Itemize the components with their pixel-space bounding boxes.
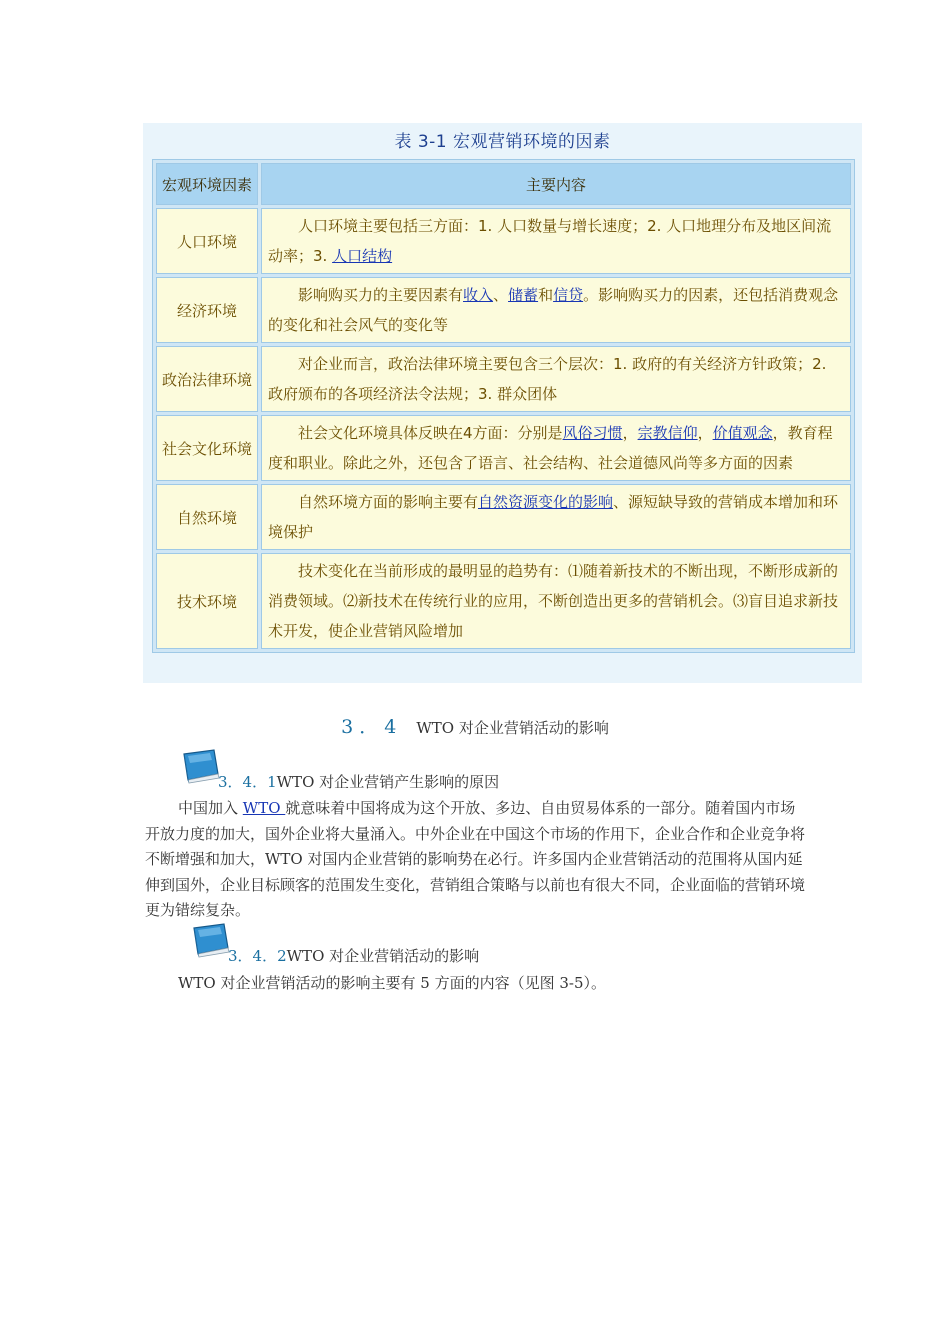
factor-cell: 社会文化环境 [156,415,258,481]
table-title: 表 3-1 宏观营销环境的因素 [394,132,611,152]
factor-cell: 技术环境 [156,553,258,649]
table-row [156,415,851,481]
table-row [156,208,851,274]
table-row [156,277,851,343]
content-text: 人口环境主要包括三方面：1. 人口数量与增长速度；2. 人口地理分布及地区间流动率；3. [268,217,832,265]
column-header-content: 主要内容 [261,163,851,205]
macro-environment-table [152,159,855,653]
subsection-title: WTO 对企业营销活动的影响 [286,947,480,965]
table-row [156,484,851,550]
subsection-heading-1 [218,771,499,792]
content-text: ，教育程度和职业。除此之外，还包含了语言、社会结构、社会道德风尚等多方面的因素 [268,424,833,472]
subsection-heading-2 [228,945,479,966]
content-link[interactable]: 储蓄 [508,286,539,304]
content-link[interactable]: 风俗习惯 [562,424,623,442]
factor-cell: 人口环境 [156,208,258,274]
content-cell [261,415,851,481]
content-cell [261,553,851,649]
table-row [156,346,851,412]
content-text: 技术变化在当前形成的最明显的趋势有：⑴随着新技术的不断出现，不断形成新的消费领域。⑵新技术在传统行业的应用，不断创造出更多的营销机会。⑶盲目追求新技术开发，使企业营销风险增加 [268,562,839,640]
subsection-number: 3．4．1 [218,773,277,791]
content-link[interactable]: 自然资源变化的影响 [478,493,614,511]
content-link[interactable]: 信贷 [553,286,584,304]
content-cell [261,484,851,550]
section-title: WTO 对企业营销活动的影响 [416,719,609,737]
content-text: 社会文化环境具体反映在4方面：分别是 [298,424,563,442]
paragraph-wto-effects: WTO 对企业营销活动的影响主要有 5 方面的内容（见图 3-5）。 [178,974,606,992]
table-figure [143,123,862,683]
subsection-title: WTO 对企业营销产生影响的原因 [276,773,500,791]
paragraph-lead: 中国加入 [178,799,243,817]
content-text: 对企业而言，政治法律环境主要包含三个层次：1. 政府的有关经济方针政策；2. 政府颁布的各项经济法令法规；3. 群众团体 [268,355,827,403]
table-header-row [156,163,851,205]
content-text: 、源短缺导致的营销成本增加和环境保护 [268,493,839,541]
content-cell [261,277,851,343]
content-link[interactable]: 人口结构 [332,247,393,265]
content-cell [261,208,851,274]
content-text: ， [622,424,638,442]
content-text: 自然环境方面的影响主要有 [298,493,479,511]
table-row [156,553,851,649]
factor-cell: 经济环境 [156,277,258,343]
content-text: 影响购买力的主要因素有 [298,286,464,304]
content-link[interactable]: 宗教信仰 [637,424,698,442]
section-number: 3．4 [341,716,403,738]
column-header-factor: 宏观环境因素 [156,163,258,205]
content-link[interactable]: 收入 [463,286,494,304]
paragraph-wto-reasons [145,796,805,924]
factor-cell: 自然环境 [156,484,258,550]
subsection-number: 3．4．2 [228,947,287,965]
paragraph-body: 就意味着中国将成为这个开放、多边、自由贸易体系的一部分。随着国内市场开放力度的加大，国外企业将大量涌入。中外企业在中国这个市场的作用下，企业合作和企业竞争将不断增强和加大，WTO 对国内企业营销的影响势在必行。许多国内企业营销活动的范围将从国内延伸到国外，企业目标顾客的范围发生变化，营销组合策略与以前也有很大不同，企业面临的营销环境更为错综复杂。 [145,799,806,920]
content-text: 。影响购买力的因素，还包括消费观念的变化和社会风气的变化等 [268,286,839,334]
content-text: ， [697,424,713,442]
content-text: 、 [493,286,509,304]
factor-cell: 政治法律环境 [156,346,258,412]
section-heading [0,712,950,739]
content-text: 和 [538,286,554,304]
content-cell [261,346,851,412]
wto-link[interactable]: WTO [242,799,286,817]
content-link[interactable]: 价值观念 [712,424,773,442]
